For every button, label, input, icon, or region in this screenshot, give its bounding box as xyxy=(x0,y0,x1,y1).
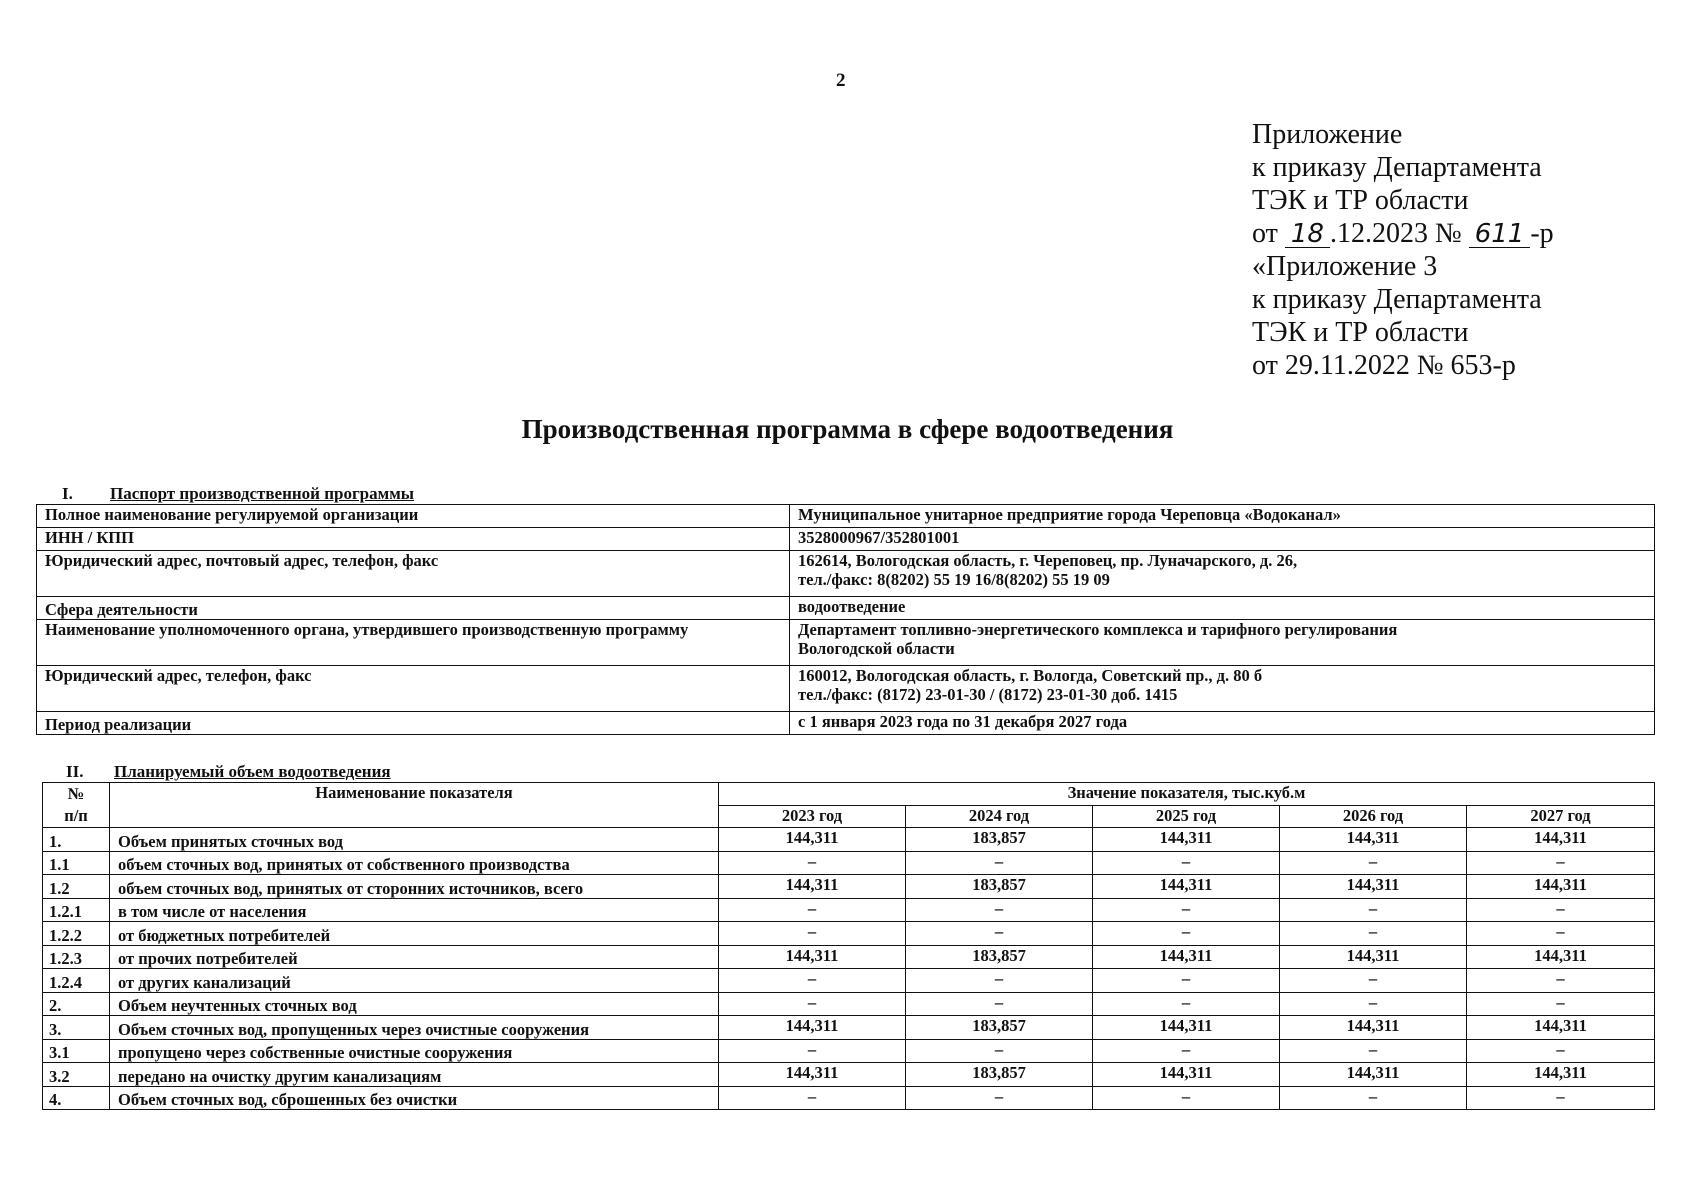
indicator-value: 144,311 xyxy=(1467,1016,1655,1040)
indicator-value: – xyxy=(719,969,906,993)
indicator-value: – xyxy=(906,898,1093,922)
passport-row xyxy=(37,712,1655,735)
passport-value-line: 160012, Вологодская область, г. Вологда, Советский пр., д. 80 б xyxy=(798,666,1263,685)
passport-row xyxy=(37,620,1655,666)
passport-row xyxy=(37,528,1655,551)
indicator-value: 144,311 xyxy=(1280,1016,1467,1040)
indicator-name: пропущено через собственные очистные сооружения xyxy=(110,1039,719,1063)
order-suffix: -р xyxy=(1530,218,1554,249)
indicator-value: – xyxy=(1093,898,1280,922)
indicator-value: – xyxy=(719,898,906,922)
row-number: 1.2.2 xyxy=(43,922,110,946)
row-number: 3.1 xyxy=(43,1039,110,1063)
indicator-value: – xyxy=(906,922,1093,946)
indicator-value: 144,311 xyxy=(719,1016,906,1040)
indicator-value: 144,311 xyxy=(1467,875,1655,899)
volume-row xyxy=(43,828,1655,852)
indicator-value: 183,857 xyxy=(906,875,1093,899)
header-year: 2024 год xyxy=(906,805,1093,828)
passport-table xyxy=(36,504,1655,735)
volume-row xyxy=(43,1039,1655,1063)
passport-label: Полное наименование регулируемой организации xyxy=(37,505,790,528)
passport-row xyxy=(37,505,1655,528)
indicator-value: – xyxy=(1093,851,1280,875)
indicator-value: 144,311 xyxy=(1280,945,1467,969)
volume-row xyxy=(43,851,1655,875)
passport-label: Наименование уполномоченного органа, утвердившего производственную программу xyxy=(37,620,790,666)
volume-row xyxy=(43,1086,1655,1110)
indicator-name: в том числе от населения xyxy=(110,898,719,922)
row-number: 1. xyxy=(43,828,110,852)
page-number: 2 xyxy=(836,70,846,91)
indicator-value: 144,311 xyxy=(719,945,906,969)
indicator-value: – xyxy=(906,969,1093,993)
header-number-line2: п/п xyxy=(64,806,88,825)
volume-table xyxy=(42,782,1655,1110)
volume-row xyxy=(43,875,1655,899)
handwritten-day: 18 xyxy=(1285,221,1330,248)
volume-row xyxy=(43,922,1655,946)
indicator-value: – xyxy=(1093,1086,1280,1110)
passport-value-line: с 1 января 2023 года по 31 декабря 2027 года xyxy=(798,712,1128,731)
passport-value-line: Департамент топливно-энергетического комплекса и тарифного регулирования xyxy=(798,620,1398,639)
header-year: 2023 год xyxy=(719,805,906,828)
indicator-value: – xyxy=(719,851,906,875)
volume-row xyxy=(43,969,1655,993)
passport-value xyxy=(790,620,1655,666)
volume-row xyxy=(43,1063,1655,1087)
indicator-value: 144,311 xyxy=(719,875,906,899)
indicator-value: – xyxy=(719,1086,906,1110)
indicator-value: 183,857 xyxy=(906,945,1093,969)
indicator-value: – xyxy=(1093,1039,1280,1063)
indicator-value: 144,311 xyxy=(1093,945,1280,969)
passport-value xyxy=(790,597,1655,620)
indicator-value: – xyxy=(906,1086,1093,1110)
passport-label: Сфера деятельности xyxy=(37,597,790,620)
appendix-line: Приложение xyxy=(1252,119,1403,150)
passport-value-line: 162614, Вологодская область, г. Череповец, пр. Луначарского, д. 26, xyxy=(798,551,1298,570)
indicator-value: – xyxy=(1467,851,1655,875)
indicator-value: – xyxy=(1280,992,1467,1016)
appendix-line: от 29.11.2022 № 653-р xyxy=(1252,350,1516,381)
appendix-block xyxy=(1252,118,1554,382)
volume-row xyxy=(43,992,1655,1016)
header-indicator-name: Наименование показателя xyxy=(110,783,719,828)
indicator-value: 144,311 xyxy=(1093,828,1280,852)
passport-value-line: Вологодской области xyxy=(798,639,955,658)
indicator-name: Объем неучтенных сточных вод xyxy=(110,992,719,1016)
indicator-value: 144,311 xyxy=(1467,945,1655,969)
indicator-name: Объем сточных вод, сброшенных без очистки xyxy=(110,1086,719,1110)
indicator-value: – xyxy=(1467,992,1655,1016)
indicator-value: 144,311 xyxy=(1093,1063,1280,1087)
passport-value-line: 3528000967/352801001 xyxy=(798,528,960,547)
passport-value xyxy=(790,505,1655,528)
row-number: 1.1 xyxy=(43,851,110,875)
appendix-line: к приказу Департамента xyxy=(1252,284,1542,315)
row-number: 1.2.3 xyxy=(43,945,110,969)
header-number xyxy=(43,783,110,828)
indicator-name: передано на очистку другим канализациям xyxy=(110,1063,719,1087)
indicator-value: 144,311 xyxy=(1467,1063,1655,1087)
passport-value xyxy=(790,528,1655,551)
indicator-name: от прочих потребителей xyxy=(110,945,719,969)
passport-value xyxy=(790,712,1655,735)
row-number: 1.2.4 xyxy=(43,969,110,993)
indicator-value: – xyxy=(1093,969,1280,993)
passport-row xyxy=(37,551,1655,597)
header-year: 2026 год xyxy=(1280,805,1467,828)
appendix-date-line xyxy=(1252,217,1554,250)
indicator-value: – xyxy=(1280,922,1467,946)
passport-value xyxy=(790,666,1655,712)
volume-row xyxy=(43,1016,1655,1040)
indicator-value: – xyxy=(906,1039,1093,1063)
indicator-value: 183,857 xyxy=(906,828,1093,852)
indicator-value: – xyxy=(1467,969,1655,993)
indicator-name: от бюджетных потребителей xyxy=(110,922,719,946)
indicator-value: 144,311 xyxy=(1280,1063,1467,1087)
row-number: 4. xyxy=(43,1086,110,1110)
indicator-value: 183,857 xyxy=(906,1016,1093,1040)
section-number: I. xyxy=(62,484,73,503)
date-prefix: от xyxy=(1252,218,1278,249)
passport-label: Период реализации xyxy=(37,712,790,735)
indicator-value: – xyxy=(719,992,906,1016)
passport-value xyxy=(790,551,1655,597)
indicator-value: – xyxy=(719,922,906,946)
passport-label: Юридический адрес, телефон, факс xyxy=(37,666,790,712)
indicator-value: – xyxy=(1093,922,1280,946)
indicator-value: – xyxy=(719,1039,906,1063)
handwritten-order-number: 611 xyxy=(1469,221,1531,248)
passport-row xyxy=(37,666,1655,712)
indicator-value: 144,311 xyxy=(1280,875,1467,899)
indicator-value: – xyxy=(1467,1039,1655,1063)
indicator-value: 183,857 xyxy=(906,1063,1093,1087)
date-rest: .12.2023 № xyxy=(1329,218,1462,249)
volume-row xyxy=(43,945,1655,969)
appendix-line: к приказу Департамента xyxy=(1252,152,1542,183)
indicator-value: – xyxy=(1280,851,1467,875)
volume-row xyxy=(43,898,1655,922)
section-number: II. xyxy=(66,762,84,781)
row-number: 1.2 xyxy=(43,875,110,899)
indicator-value: 144,311 xyxy=(719,1063,906,1087)
indicator-name: объем сточных вод, принятых от собственного производства xyxy=(110,851,719,875)
indicator-value: – xyxy=(906,992,1093,1016)
indicator-value: – xyxy=(1093,992,1280,1016)
indicator-value: – xyxy=(1467,1086,1655,1110)
indicator-name: Объем принятых сточных вод xyxy=(110,828,719,852)
indicator-name: от других канализаций xyxy=(110,969,719,993)
passport-value-line: тел./факс: (8172) 23-01-30 / (8172) 23-01-30 доб. 1415 xyxy=(798,685,1178,704)
row-number: 1.2.1 xyxy=(43,898,110,922)
header-number-line1: № xyxy=(67,784,85,803)
row-number: 3. xyxy=(43,1016,110,1040)
passport-value-line: водоотведение xyxy=(798,597,906,616)
indicator-name: объем сточных вод, принятых от сторонних источников, всего xyxy=(110,875,719,899)
section-title: Планируемый объем водоотведения xyxy=(114,762,391,781)
indicator-value: – xyxy=(906,851,1093,875)
indicator-value: 144,311 xyxy=(1280,828,1467,852)
indicator-value: – xyxy=(1280,1039,1467,1063)
passport-label: ИНН / КПП xyxy=(37,528,790,551)
indicator-value: – xyxy=(1280,1086,1467,1110)
indicator-value: 144,311 xyxy=(1093,1016,1280,1040)
row-number: 2. xyxy=(43,992,110,1016)
passport-label: Юридический адрес, почтовый адрес, телефон, факс xyxy=(37,551,790,597)
indicator-value: 144,311 xyxy=(1093,875,1280,899)
row-number: 3.2 xyxy=(43,1063,110,1087)
header-value-group: Значение показателя, тыс.куб.м xyxy=(719,783,1655,806)
passport-row xyxy=(37,597,1655,620)
indicator-value: 144,311 xyxy=(1467,828,1655,852)
indicator-value: – xyxy=(1467,898,1655,922)
appendix-line: ТЭК и ТР области xyxy=(1252,185,1469,216)
passport-value-line: тел./факс: 8(8202) 55 19 16/8(8202) 55 19 09 xyxy=(798,570,1110,589)
indicator-value: – xyxy=(1280,898,1467,922)
indicator-value: 144,311 xyxy=(719,828,906,852)
appendix-line: ТЭК и ТР области xyxy=(1252,317,1469,348)
indicator-name: Объем сточных вод, пропущенных через очистные сооружения xyxy=(110,1016,719,1040)
header-year: 2025 год xyxy=(1093,805,1280,828)
document-title: Производственная программа в сфере водоотведения xyxy=(521,414,1174,444)
section-title: Паспорт производственной программы xyxy=(110,484,415,503)
appendix-line: «Приложение 3 xyxy=(1252,251,1438,282)
indicator-value: – xyxy=(1280,969,1467,993)
section-1-heading xyxy=(62,484,414,504)
passport-value-line: Муниципальное унитарное предприятие города Череповца «Водоканал» xyxy=(798,505,1341,524)
section-2-heading xyxy=(66,762,391,782)
header-year: 2027 год xyxy=(1467,805,1655,828)
indicator-value: – xyxy=(1467,922,1655,946)
